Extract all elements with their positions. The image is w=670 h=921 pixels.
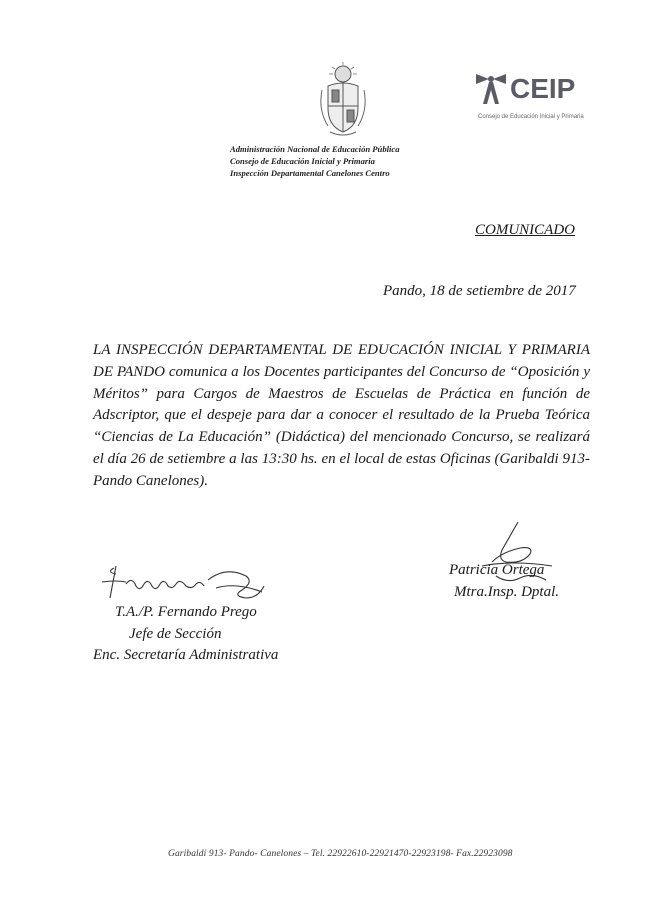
body-paragraph: LA INSPECCIÓN DEPARTAMENTAL DE EDUCACIÓN INICIAL Y PRIMARIA DE PANDO comunica a los Docentes participantes del Concurso de “Oposición y Méritos” para Cargos de Maestros de Escuelas de Práctica en función de Adscriptor, que el despeje para dar a conocer el resultado de la Prueba Teórica “Ciencias de La Educación” (Didáctica) del mencionado Concurso, se realizará el día 26 de setiembre a las 13:30 hs. en el local de estas Oficinas (Garibaldi 913- Pando Canelones). bbox=[93, 342, 590, 489]
ceip-wordmark: CEIP bbox=[510, 73, 576, 104]
institution-header bbox=[230, 143, 470, 179]
coat-of-arms-emblem bbox=[318, 60, 368, 138]
ceip-logo bbox=[474, 70, 584, 130]
right-signatory-name: Patricia Ortega bbox=[449, 562, 545, 578]
right-signatory-block bbox=[449, 560, 559, 603]
document-title: COMUNICADO bbox=[475, 222, 575, 238]
left-signatory-role: Jefe de Sección bbox=[129, 625, 222, 642]
header-line-1: Administración Nacional de Educación Pública bbox=[230, 144, 400, 154]
right-signatory-role: Mtra.Insp. Dptal. bbox=[454, 583, 559, 600]
signature-left bbox=[96, 562, 276, 602]
date-line: Pando, 18 de setiembre de 2017 bbox=[383, 283, 576, 299]
ceip-subtitle: Consejo de Educación Inicial y Primaria bbox=[478, 114, 584, 120]
left-signatory-name: T.A./P. Fernando Prego bbox=[115, 604, 257, 620]
header-line-2: Consejo de Educación Inicial y Primaria bbox=[230, 156, 375, 166]
ribbon-figure-icon bbox=[474, 70, 508, 106]
header-line-3: Inspección Departamental Canelones Centro bbox=[230, 168, 390, 178]
left-signatory-block bbox=[93, 602, 278, 667]
left-signatory-dept: Enc. Secretaría Administrativa bbox=[93, 647, 279, 663]
footer-contact: Garibaldi 913- Pando- Canelones – Tel. 22922610-22921470-22923198- Fax.22923098 bbox=[168, 849, 513, 859]
